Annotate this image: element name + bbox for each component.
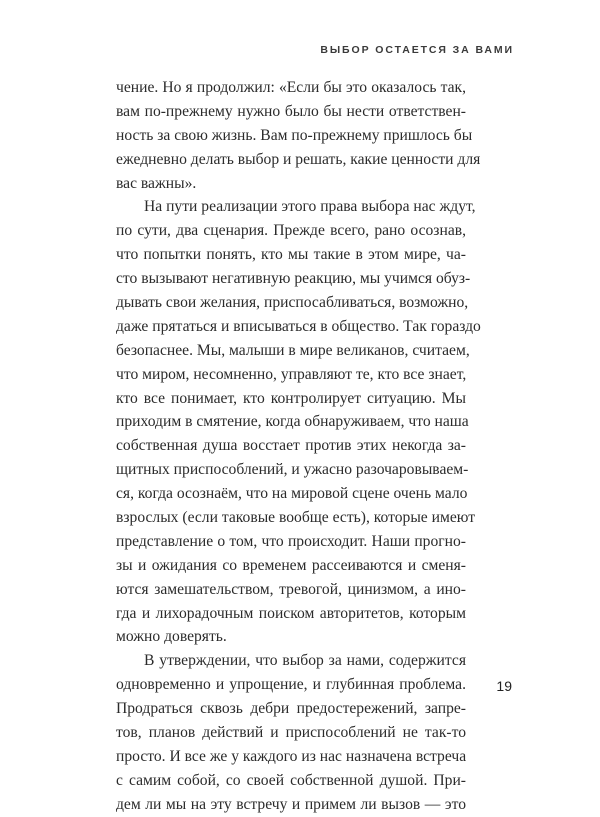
text-line: одновременно и упрощение, и глубинная проблема. <box>116 676 466 694</box>
text-line: гда и лихорадочным поиском авторитетов, которым <box>116 604 466 622</box>
body-text <box>116 76 481 817</box>
text-line: приходим в смятение, когда обнаруживаем, что наша <box>116 413 469 431</box>
text-line: по сути, два сценария. Прежде всего, рано осознав, <box>116 222 466 240</box>
text-line: сто вызывают негативную реакцию, мы учимся обуз- <box>116 270 471 288</box>
running-header: ВЫБОР ОСТАЕТСЯ ЗА ВАМИ <box>320 44 514 56</box>
text-line: вас важны». <box>116 174 197 192</box>
text-line: взрослых (если таковые вообще есть), которые имеют <box>116 509 476 527</box>
text-line: тов, планов действий и приспособлений не так-то <box>116 724 466 742</box>
paragraph <box>116 76 481 195</box>
text-line: что миром, несомненно, управляют те, кто все знает, <box>116 365 467 383</box>
text-line: с самим собой, со своей собственной душой. При- <box>116 771 466 789</box>
text-line: дывать свои желания, приспосабливаться, возможно, <box>116 294 469 312</box>
text-line: щитных приспособлений, и ужасно разочаровываем- <box>116 461 469 479</box>
text-line: просто. И все же у каждого из нас назначена встреча <box>116 747 467 765</box>
text-line: чение. Но я продолжил: «Если бы это оказалось так, <box>116 79 466 96</box>
text-line: дем ли мы на эту встречу и примем ли вызов — это <box>116 795 466 813</box>
text-line: На пути реализации этого права выбора нас ждут, <box>144 198 476 216</box>
text-line: ются замешательством, тревогой, цинизмом, а ино- <box>116 580 466 598</box>
text-line: представление о том, что происходит. Наши прогно- <box>116 532 466 550</box>
paragraph <box>116 649 466 816</box>
page-number: 19 <box>496 678 512 694</box>
text-line: ся, когда осознаём, что на мировой сцене очень мало <box>116 485 468 503</box>
text-line: Продраться сквозь дебри предостережений, запре- <box>116 700 466 718</box>
text-line: даже прятаться и вписываться в общество. Так гораздо <box>116 317 481 335</box>
text-line: можно доверять. <box>116 628 227 646</box>
text-line: что попытки понять, кто мы такие в этом мире, ча- <box>116 246 466 264</box>
text-line: ежедневно делать выбор и решать, какие ценности для <box>116 150 481 168</box>
text-line: кто все понимает, кто контролирует ситуацию. Мы <box>116 389 466 407</box>
paragraph <box>116 195 481 649</box>
text-line: ность за свою жизнь. Вам по-прежнему пришлось бы <box>116 126 473 144</box>
text-line: безопаснее. Мы, малыши в мире великанов, считаем, <box>116 341 470 359</box>
text-line: вам по-прежнему нужно было бы нести ответствен- <box>116 102 466 120</box>
text-line: В утверждении, что выбор за нами, содержится <box>144 652 466 670</box>
text-line: зы и ожидания со временем рассеиваются и сменя- <box>116 556 466 574</box>
text-line: собственная душа восстает против этих некогда за- <box>116 437 466 455</box>
